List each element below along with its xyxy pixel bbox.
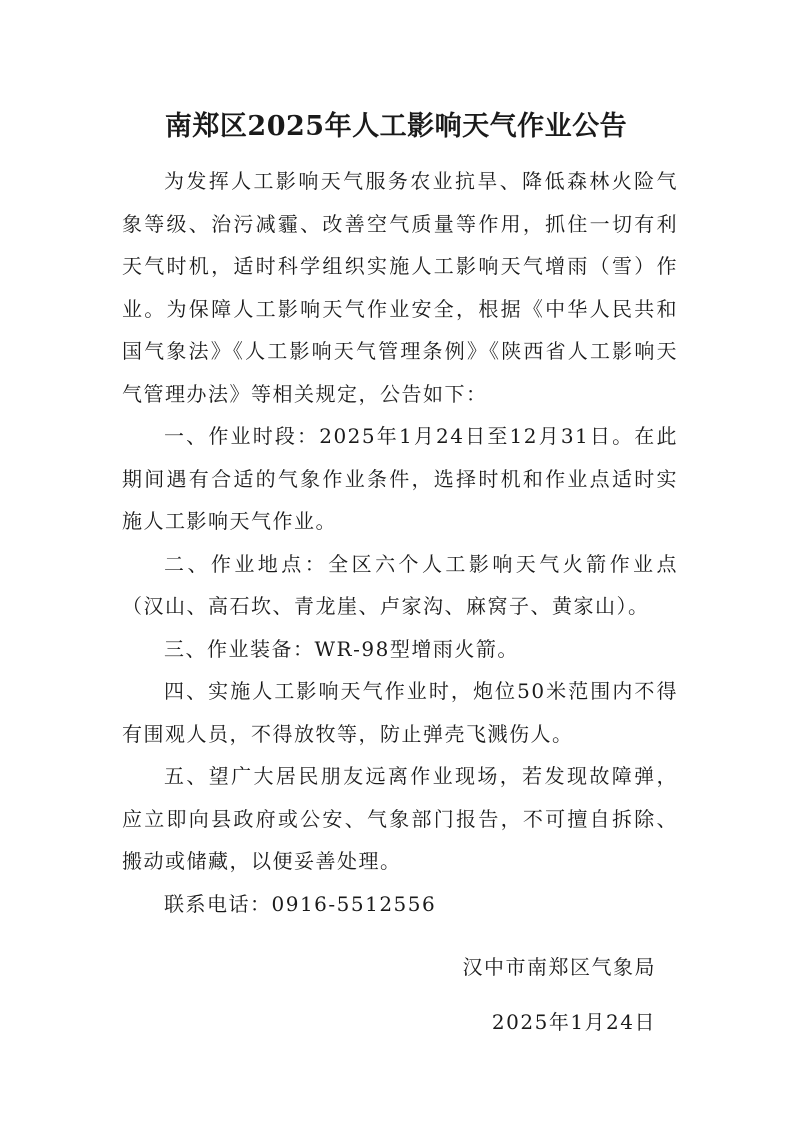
document-title: 南郑区2025年人工影响天气作业公告 [164, 111, 628, 142]
item-2-paragraph: 二、作业地点：全区六个人工影响天气火箭作业点（汉山、高石坎、青龙崖、卢家沟、麻窝子、黄家山）。 [122, 551, 678, 618]
item-3-paragraph: 三、作业装备：WR-98型增雨火箭。 [164, 636, 519, 661]
document-body [122, 160, 678, 925]
intro-paragraph: 为发挥人工影响天气服务农业抗旱、降低森林火险气象等级、治污减霾、改善空气质量等作用，抓住一切有利天气时机，适时科学组织实施人工影响天气增雨（雪）作业。为保障人工影响天气作业安全，根据《中华人民共和国气象法》《人工影响天气管理条例》《陕西省人工影响天气管理办法》等相关规定，公告如下： [122, 169, 678, 406]
signature-date: 2025年1月24日 [491, 1010, 656, 1034]
item-5-paragraph: 五、望广大居民朋友远离作业现场，若发现故障弹，应立即向县政府或公安、气象部门报告，不可擅自拆除、搬动或储藏，以便妥善处理。 [122, 764, 678, 873]
signature-organization: 汉中市南郑区气象局 [462, 955, 656, 979]
contact-phone: 联系电话：0916-5512556 [164, 891, 437, 916]
item-4-paragraph: 四、实施人工影响天气作业时，炮位50米范围内不得有围观人员，不得放牧等，防止弹壳飞溅伤人。 [122, 679, 678, 746]
item-1-paragraph: 一、作业时段：2025年1月24日至12月31日。在此期间遇有合适的气象作业条件，选择时机和作业点适时实施人工影响天气作业。 [122, 424, 678, 533]
signature-block [463, 940, 657, 1050]
